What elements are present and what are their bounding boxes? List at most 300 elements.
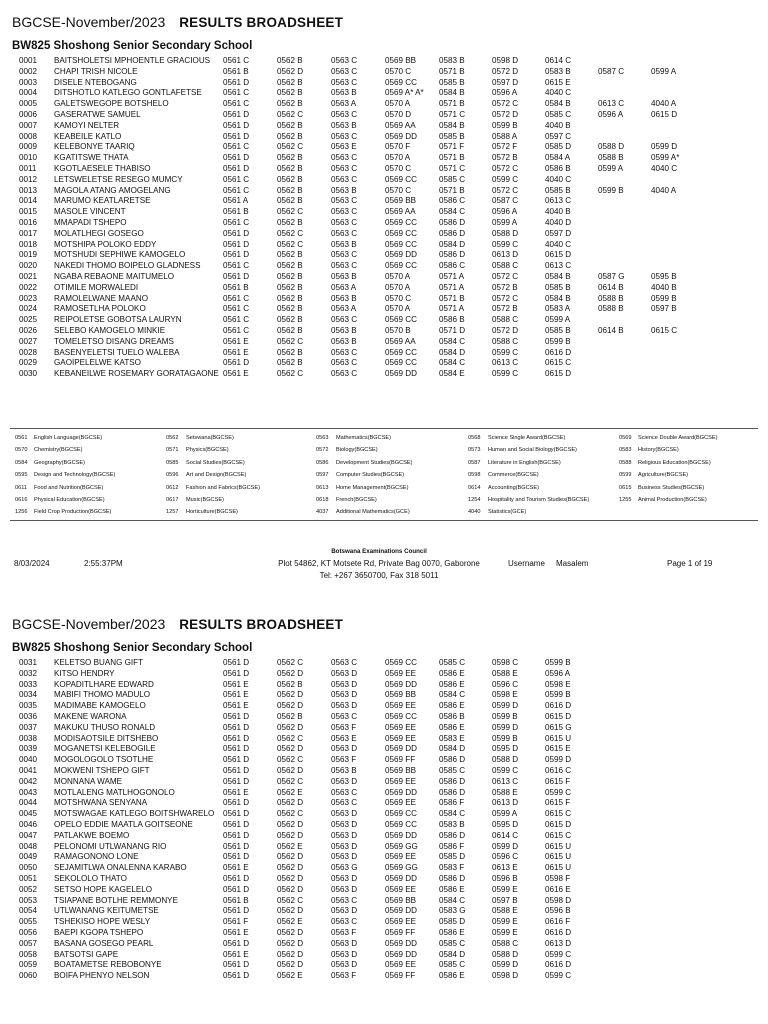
subject-grade: 0569 DD	[385, 744, 417, 754]
subject-grade: 0563 C	[331, 196, 358, 206]
candidate-name: MMAPADI TSHEPO	[54, 217, 127, 227]
subject-grade: 0572 D	[492, 325, 519, 335]
subject-grade: 0562 D	[277, 830, 304, 840]
subject-grade: 0561 D	[223, 830, 250, 840]
subject-grade: 0570 A	[385, 271, 411, 281]
table-row	[0, 153, 768, 164]
subject-grade: 0595 D	[492, 744, 519, 754]
candidate-number: 0055	[19, 917, 38, 927]
subject-code: 1255	[619, 496, 632, 503]
subject-name: Science Single Award(BGCSE)	[488, 435, 566, 441]
candidate-number: 0057	[19, 938, 38, 948]
subject-grade: 0572 F	[492, 142, 518, 152]
broadsheet-page-2	[0, 602, 768, 1024]
subject-grade: 0561 D	[223, 841, 250, 851]
subject-grade: 0597 B	[492, 895, 518, 905]
subject-grade: 0569 DD	[385, 873, 417, 883]
subject-grade: 0584 E	[439, 369, 465, 379]
subject-grade: 0596 A	[492, 207, 518, 217]
table-row	[0, 315, 768, 326]
table-row	[0, 207, 768, 218]
subject-grade: 0570 A	[385, 153, 411, 163]
subject-grade: 0569 FF	[385, 755, 416, 765]
candidate-name: MOTLALENG MATLHOGONOLO	[54, 787, 175, 797]
candidate-name: MOLATLHEGI GOSEGO	[54, 228, 144, 238]
subject-name: Commerce(BGCSE)	[488, 472, 539, 479]
subject-grade: 0569 BB	[385, 895, 417, 905]
subject-code: 0584	[15, 459, 28, 466]
candidate-number: 0046	[19, 819, 38, 829]
subject-grade: 4040 B	[545, 120, 571, 130]
table-row	[0, 690, 768, 701]
exam-session-title: BGCSE-November/2023	[12, 616, 166, 632]
subject-grade: 0561 C	[223, 315, 250, 325]
subject-grade: 0615 C	[651, 325, 678, 335]
table-row	[0, 928, 768, 939]
table-row	[0, 766, 768, 777]
results-table	[0, 658, 768, 982]
subject-name: Accounting(BGCSE)	[488, 484, 539, 491]
table-row	[0, 669, 768, 680]
subject-name: Religious Education(BGCSE)	[638, 459, 711, 466]
subject-grade: 0598 C	[492, 658, 519, 667]
subject-grade: 0616 D	[545, 347, 572, 357]
subject-grade: 0614 C	[545, 56, 572, 65]
legend-bottom-rule	[10, 520, 758, 521]
subject-code: 0613	[316, 484, 329, 491]
table-row	[0, 142, 768, 153]
subject-grade: 0599 C	[545, 949, 572, 959]
subject-grade: 0583 B	[545, 66, 571, 76]
candidate-name: MADIMABE KAMOGELO	[54, 701, 146, 711]
subject-grade: 0596 C	[492, 679, 519, 689]
subject-grade: 0613 C	[492, 358, 519, 368]
subject-grade: 0569 DD	[385, 679, 417, 689]
subject-name: Biology(BGCSE)	[336, 447, 378, 454]
subject-grade: 0570 C	[385, 66, 412, 76]
subject-grade: 0561 D	[223, 755, 250, 765]
subject-grade: 0613 C	[598, 99, 625, 109]
subject-grade: 0584 B	[545, 293, 571, 303]
candidate-name: KGOTLAESELE THABISO	[54, 163, 151, 173]
subject-code: 0614	[468, 484, 481, 491]
subject-grade: 0585 C	[439, 765, 466, 775]
subject-grade: 0583 G	[439, 906, 466, 916]
subject-grade: 0572 B	[492, 304, 518, 314]
candidate-name: MODISAOTSILE DITSHEBO	[54, 733, 159, 743]
subject-grade: 0561 C	[223, 217, 250, 227]
subject-grade: 0588 B	[598, 304, 624, 314]
subject-grade: 0563 D	[331, 949, 358, 959]
subject-grade: 0561 E	[223, 927, 249, 937]
subject-grade: 0563 D	[331, 884, 358, 894]
subject-grade: 0584 C	[439, 358, 466, 368]
subject-grade: 0561 C	[223, 56, 250, 65]
subject-grade: 0571 B	[439, 153, 465, 163]
table-row	[0, 175, 768, 186]
subject-grade: 0613 C	[545, 196, 572, 206]
page-header	[12, 616, 343, 632]
candidate-number: 0006	[19, 109, 38, 119]
subject-grade: 0586 E	[439, 668, 465, 678]
candidate-name: GASERATWE SAMUEL	[54, 109, 141, 119]
table-row	[0, 110, 768, 121]
subject-grade: 0562 D	[277, 701, 304, 711]
subject-grade: 0615 F	[545, 798, 571, 808]
subject-grade: 0613 E	[492, 863, 518, 873]
subject-grade: 0569 EE	[385, 776, 417, 786]
subject-grade: 0561 E	[223, 949, 249, 959]
candidate-name: KAMOYI NELTER	[54, 120, 120, 130]
subject-code: 0596	[166, 472, 179, 479]
candidate-name: MOTSHUDI SEPHIWE KAMOGELO	[54, 250, 186, 260]
subject-grade: 0614 B	[598, 325, 624, 335]
subject-grade: 0562 C	[277, 109, 304, 119]
subject-grade: 0562 B	[277, 174, 303, 184]
subject-grade: 0561 B	[223, 895, 249, 905]
subject-grade: 0561 D	[223, 765, 250, 775]
subject-name: Horticulture(BGCSE)	[186, 509, 238, 516]
subject-grade: 0588 E	[492, 787, 518, 797]
subject-grade: 0585 D	[439, 917, 466, 927]
subject-code: 0588	[619, 459, 632, 466]
candidate-name: KELEBONYE TAARIQ	[54, 142, 135, 152]
candidate-name: SETSO HOPE KAGELELO	[54, 884, 153, 894]
subject-grade: 0569 CC	[385, 809, 417, 819]
subject-grade: 0595 D	[492, 819, 519, 829]
subject-grade: 0599 B	[598, 185, 624, 195]
subject-name: Art and Design(BGCSE)	[186, 472, 247, 479]
subject-grade: 0562 C	[277, 369, 304, 379]
subject-grade: 0569 EE	[385, 798, 417, 808]
subject-name: Music(BGCSE)	[186, 496, 224, 503]
subject-grade: 0599 A*	[651, 153, 680, 163]
subject-code: 0611	[15, 484, 28, 491]
subject-grade: 4040 B	[545, 207, 571, 217]
subject-grade: 0561 E	[223, 369, 249, 379]
exam-session-title: BGCSE-November/2023	[12, 14, 166, 30]
subject-grade: 0616 F	[545, 917, 571, 927]
subject-grade: 0569 DD	[385, 906, 417, 916]
subject-grade: 0616 E	[545, 884, 571, 894]
subject-grade: 0571 A	[439, 271, 465, 281]
table-row	[0, 218, 768, 229]
subject-grade: 0599 D	[492, 701, 519, 711]
candidate-number: 0029	[19, 358, 38, 368]
subject-grade: 0562 C	[277, 809, 304, 819]
subject-grade: 4040 C	[651, 163, 678, 173]
candidate-number: 0040	[19, 755, 38, 765]
subject-grade: 0561 E	[223, 347, 249, 357]
subject-grade: 0562 D	[277, 668, 304, 678]
candidate-name: MARUMO KEATLARETSE	[54, 196, 151, 206]
subject-grade: 0561 C	[223, 88, 250, 98]
subject-grade: 0569 CC	[385, 77, 417, 87]
subject-grade: 0583 A	[545, 304, 571, 314]
subject-grade: 0587 G	[598, 271, 625, 281]
candidate-number: 0031	[19, 658, 38, 667]
subject-grade: 0563 F	[331, 971, 357, 981]
table-row	[0, 240, 768, 251]
subject-grade: 0561 D	[223, 798, 250, 808]
candidate-name: KGATITSWE THATA	[54, 153, 129, 163]
subject-grade: 0561 D	[223, 153, 250, 163]
candidate-name: SELEBO KAMOGELO MINKIE	[54, 325, 166, 335]
subject-grade: 0561 D	[223, 358, 250, 368]
subject-grade: 0563 C	[331, 153, 358, 163]
subject-grade: 0563 C	[331, 261, 358, 271]
subject-grade: 0599 D	[492, 722, 519, 732]
subject-grade: 0561 D	[223, 668, 250, 678]
subject-grade: 0586 D	[439, 228, 466, 238]
subject-grade: 0569 CC	[385, 358, 417, 368]
candidate-name: BOIFA PHENYO NELSON	[54, 971, 150, 981]
subject-grade: 0586 D	[439, 873, 466, 883]
subject-grade: 0597 D	[545, 228, 572, 238]
candidate-name: MAKENE WARONA	[54, 711, 127, 721]
subject-grade: 0562 D	[277, 765, 304, 775]
subject-grade: 0587 C	[492, 196, 519, 206]
legend-row	[0, 482, 768, 494]
subject-grade: 0599 B	[492, 733, 518, 743]
subject-grade: 0588 D	[598, 142, 625, 152]
candidate-number: 0017	[19, 228, 38, 238]
table-row	[0, 842, 768, 853]
subject-code: 0563	[316, 435, 329, 441]
subject-grade: 0562 D	[277, 798, 304, 808]
candidate-number: 0039	[19, 744, 38, 754]
subject-grade: 0563 D	[331, 701, 358, 711]
candidate-number: 0022	[19, 282, 38, 292]
subject-grade: 0586 B	[439, 315, 465, 325]
subject-grade: 0561 D	[223, 239, 250, 249]
subject-grade: 0562 D	[277, 66, 304, 76]
subject-grade: 0563 C	[331, 217, 358, 227]
subject-grade: 0563 C	[331, 250, 358, 260]
subject-grade: 0584 B	[439, 88, 465, 98]
subject-grade: 0563 E	[331, 142, 357, 152]
subject-code: 0569	[619, 435, 632, 441]
subject-grade: 0561 D	[223, 733, 250, 743]
candidate-name: KITSO HENDRY	[54, 668, 115, 678]
subject-grade: 0561 D	[223, 120, 250, 130]
school-name: BW825 Shoshong Senior Secondary School	[12, 40, 253, 52]
subject-grade: 0586 D	[439, 830, 466, 840]
candidate-number: 0060	[19, 971, 38, 981]
subject-grade: 0586 C	[439, 261, 466, 271]
subject-grade: 0569 CC	[385, 261, 417, 271]
candidate-number: 0011	[19, 163, 37, 173]
subject-grade: 0562 B	[277, 271, 303, 281]
candidate-number: 0012	[19, 174, 38, 184]
legend-row	[0, 444, 768, 456]
council-address: Plot 54862, KT Motsete Rd, Private Bag 0070, Gaborone	[278, 559, 480, 568]
subject-name: English Language(BGCSE)	[34, 435, 103, 441]
subject-grade: 0569 AA	[385, 207, 416, 217]
subject-grade: 0599 B	[492, 120, 518, 130]
candidate-number: 0051	[19, 873, 38, 883]
table-row	[0, 917, 768, 928]
table-row	[0, 348, 768, 359]
subject-name: Fashion and Fabrics(BGCSE)	[186, 484, 260, 491]
subject-name: Mathematics(BGCSE)	[336, 435, 392, 441]
subject-grade: 4040 C	[545, 174, 572, 184]
subject-grade: 0614 B	[598, 282, 624, 292]
table-row	[0, 337, 768, 348]
subject-grade: 0585 C	[439, 174, 466, 184]
subject-grade: 0561 D	[223, 819, 250, 829]
subject-grade: 0561 E	[223, 690, 249, 700]
table-row	[0, 272, 768, 283]
subject-grade: 0569 DD	[385, 949, 417, 959]
subject-grade: 0570 F	[385, 142, 411, 152]
subject-grade: 0562 B	[277, 56, 303, 65]
subject-grade: 0562 B	[277, 120, 303, 130]
subject-grade: 0586 E	[439, 884, 465, 894]
candidate-number: 0027	[19, 336, 38, 346]
subject-grade: 0569 EE	[385, 884, 417, 894]
subject-grade: 0562 D	[277, 960, 304, 970]
subject-grade: 0562 C	[277, 895, 304, 905]
subject-grade: 0569 EE	[385, 668, 417, 678]
subject-grade: 0569 DD	[385, 787, 417, 797]
subject-grade: 0584 D	[439, 347, 466, 357]
subject-grade: 0572 C	[492, 293, 519, 303]
subject-grade: 0562 E	[277, 841, 303, 851]
subject-grade: 0615 C	[545, 809, 572, 819]
subject-grade: 0561 D	[223, 77, 250, 87]
candidate-number: 0056	[19, 927, 38, 937]
candidate-number: 0002	[19, 66, 38, 76]
candidate-name: RAMAGONONO LONE	[54, 852, 139, 862]
candidate-number: 0030	[19, 369, 38, 379]
legend-row	[0, 457, 768, 469]
candidate-name: GAOIPELELWE KATSO	[54, 358, 141, 368]
subject-grade: 0569 DD	[385, 938, 417, 948]
subject-grade: 0570 B	[385, 325, 411, 335]
subject-grade: 0585 C	[439, 938, 466, 948]
subject-grade: 0599 C	[545, 787, 572, 797]
subject-grade: 0562 D	[277, 744, 304, 754]
subject-grade: 0599 B	[545, 658, 571, 667]
broadsheet-title: RESULTS BROADSHEET	[179, 15, 344, 30]
subject-grade: 0569 CC	[385, 819, 417, 829]
subject-grade: 0562 C	[277, 733, 304, 743]
page-header	[12, 14, 343, 30]
candidate-number: 0015	[19, 207, 38, 217]
subject-grade: 0596 C	[492, 852, 519, 862]
subject-grade: 0563 E	[331, 733, 357, 743]
subject-grade: 0613 D	[492, 798, 519, 808]
subject-grade: 0572 D	[492, 66, 519, 76]
subject-grade: 0616 D	[545, 960, 572, 970]
subject-grade: 0561 D	[223, 722, 250, 732]
legend-row	[0, 432, 768, 444]
table-row	[0, 896, 768, 907]
candidate-number: 0054	[19, 906, 38, 916]
subject-grade: 0615 U	[545, 841, 572, 851]
subject-grade: 0561 D	[223, 109, 250, 119]
subject-name: Geography(BGCSE)	[34, 459, 85, 466]
subject-grade: 0563 D	[331, 830, 358, 840]
subject-grade: 0562 B	[277, 217, 303, 227]
subject-grade: 0588 C	[492, 938, 519, 948]
subject-grade: 0588 C	[492, 315, 519, 325]
subject-name: Computer Studies(BGCSE)	[336, 472, 405, 479]
candidate-name: NGABA REBAONE MAITUMELO	[54, 271, 175, 281]
subject-name: Agriculture(BGCSE)	[638, 472, 689, 479]
subject-grade: 0596 B	[492, 873, 518, 883]
subject-legend	[0, 432, 768, 519]
candidate-number: 0042	[19, 776, 38, 786]
subject-grade: 0561 F	[223, 917, 249, 927]
table-row	[0, 734, 768, 745]
subject-grade: 0561 C	[223, 99, 250, 109]
subject-grade: 0562 C	[277, 142, 304, 152]
subject-grade: 0599 B	[545, 690, 571, 700]
candidate-name: OTIMILE MORWALEDI	[54, 282, 139, 292]
subject-grade: 4040 A	[651, 185, 677, 195]
subject-grade: 0585 C	[439, 960, 466, 970]
subject-grade: 0562 B	[277, 358, 303, 368]
candidate-name: PELONOMI UTLWANANG RIO	[54, 841, 167, 851]
subject-code: 0599	[619, 472, 632, 479]
subject-grade: 0561 D	[223, 271, 250, 281]
subject-grade: 0599 A	[598, 163, 624, 173]
table-row	[0, 885, 768, 896]
subject-grade: 0586 E	[439, 927, 465, 937]
table-row	[0, 88, 768, 99]
subject-grade: 0583 B	[439, 56, 465, 65]
subject-grade: 0583 F	[439, 863, 465, 873]
subject-grade: 0570 A	[385, 99, 411, 109]
candidate-number: 0026	[19, 325, 38, 335]
subject-grade: 0599 A	[492, 809, 518, 819]
subject-grade: 0599 D	[651, 142, 678, 152]
subject-code: 0595	[15, 472, 28, 479]
subject-grade: 0569 BB	[385, 56, 417, 65]
subject-grade: 0563 C	[331, 658, 358, 667]
subject-grade: 0562 E	[277, 787, 303, 797]
subject-grade: 4040 B	[651, 282, 677, 292]
candidate-number: 0058	[19, 949, 38, 959]
subject-grade: 0562 C	[277, 755, 304, 765]
subject-grade: 0569 CC	[385, 217, 417, 227]
subject-grade: 0563 B	[331, 185, 357, 195]
subject-grade: 0561 D	[223, 228, 250, 238]
subject-grade: 0562 B	[277, 293, 303, 303]
subject-grade: 0588 A	[492, 131, 518, 141]
candidate-number: 0045	[19, 809, 38, 819]
subject-grade: 0584 A	[545, 153, 571, 163]
candidate-number: 0025	[19, 315, 38, 325]
subject-grade: 0588 B	[598, 153, 624, 163]
subject-grade: 0570 A	[385, 282, 411, 292]
subject-grade: 0561 C	[223, 304, 250, 314]
subject-grade: 4040 C	[545, 88, 572, 98]
candidate-number: 0049	[19, 852, 38, 862]
table-row	[0, 78, 768, 89]
candidate-name: KOPADITLHARE EDWARD	[54, 679, 154, 689]
table-row	[0, 852, 768, 863]
subject-grade: 0561 E	[223, 701, 249, 711]
subject-grade: 0569 DD	[385, 830, 417, 840]
candidate-name: RAMOSETLHA POLOKO	[54, 304, 146, 314]
table-row	[0, 261, 768, 272]
subject-grade: 0562 B	[277, 711, 303, 721]
subject-grade: 0569 EE	[385, 852, 417, 862]
subject-grade: 0588 E	[492, 668, 518, 678]
